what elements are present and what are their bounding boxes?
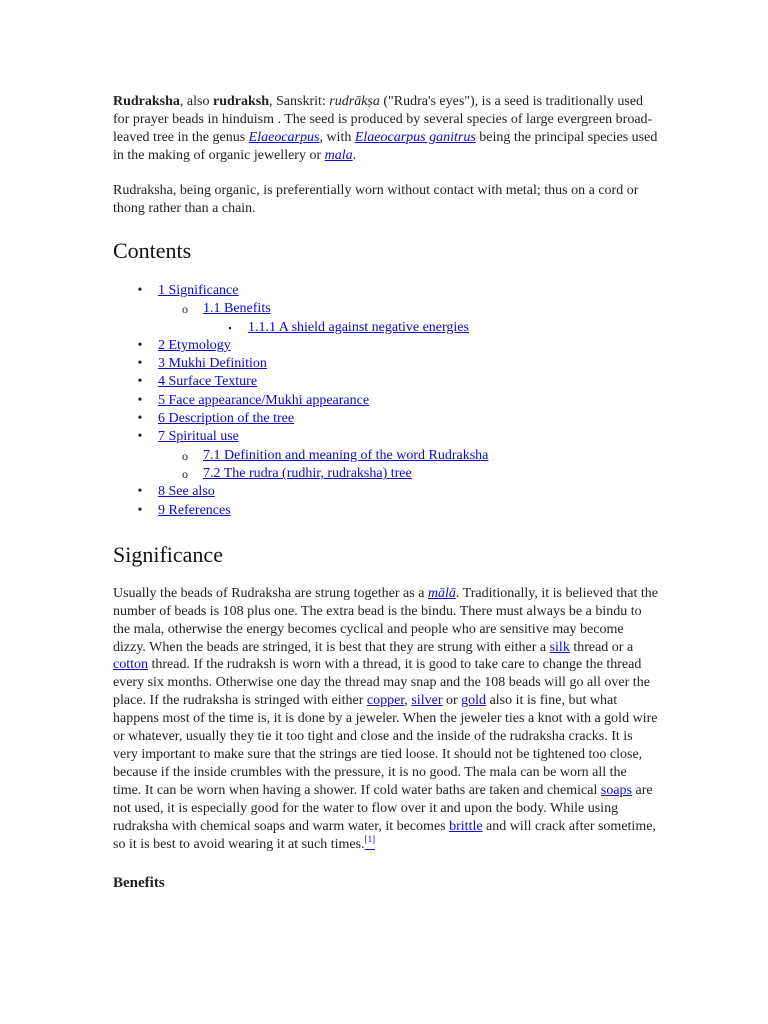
inline-link[interactable]: [1] — [364, 833, 376, 844]
text-run: being the principal species used in the making of organic jewellery or — [113, 130, 658, 163]
contents-heading: Contents — [113, 238, 192, 263]
toc-link[interactable]: 2 Etymology — [158, 337, 231, 353]
text-run: , — [404, 693, 412, 709]
toc-link[interactable]: 9 References — [158, 502, 231, 518]
toc-item — [113, 502, 658, 520]
toc-item — [158, 447, 658, 465]
toc-link[interactable]: 7 Spiritual use — [158, 429, 239, 445]
toc-link[interactable]: 1 Significance — [158, 283, 239, 298]
toc-item — [113, 355, 658, 373]
toc-item — [113, 428, 658, 483]
text-run: , with — [319, 130, 355, 145]
toc-link[interactable]: 7.2 The rudra (rudhir, rudraksha) tree — [203, 465, 412, 481]
intro-paragraph — [113, 93, 658, 165]
toc-item — [113, 483, 658, 501]
text-run: , Sanskrit: — [269, 94, 330, 109]
significance-heading: Significance — [113, 541, 223, 567]
bullet-icon: o — [182, 302, 188, 317]
inline-link[interactable]: silk — [549, 639, 570, 655]
toc-list-level-2 — [158, 300, 658, 337]
bullet-icon: • — [137, 429, 143, 445]
inline-link[interactable]: gold — [461, 693, 487, 709]
text-run: also it is fine, but what happens most of the time is, it is done by a jeweler. When the jeweler ties a knot with a gold wire or whatever, usually they tie it too tight and close and the inside of the rudraksha cracks. It is very important to make sure that the strings are tied loose. It should not be tightened too close, because if the inside crumbles with the pressure, it is no good. The mala can be worn all the time. It can be worn when having a shower. If cold water baths are taken and chemical — [113, 693, 658, 798]
toc-item — [113, 410, 658, 428]
text-run: , also — [179, 94, 213, 109]
toc-link[interactable]: 5 Face appearance/Mukhi appearance — [158, 392, 370, 408]
bullet-icon: ▪ — [228, 322, 232, 333]
text-run: are not used, it is especially good for the water to flow over it and upon the body. While using rudraksha with chemical soaps and warm water, it becomes — [113, 782, 653, 834]
toc-list-level-2 — [158, 447, 658, 484]
text-run: . — [352, 148, 357, 163]
text-run: and will crack after sometime, so it is best to avoid wearing it at such times. — [113, 818, 656, 852]
inline-link[interactable]: Elaeocarpus ganitrus — [354, 130, 476, 145]
bullet-icon: o — [182, 448, 188, 463]
bullet-icon: • — [137, 374, 143, 390]
toc-link[interactable]: 1.1 Benefits — [203, 301, 271, 317]
text-run: . Traditionally, it is believed that the number of beads is 108 plus one. The extra bead is the bindu. There must always be a bindu to the mala, otherwise the energy becomes cyclical and people who are sensitive may become dizzy. When the beads are stringed, it is best that they are strung with either a — [113, 585, 658, 655]
toc-link[interactable]: 7.1 Definition and meaning of the word Rudraksha — [203, 447, 489, 463]
bullet-icon: • — [137, 484, 143, 500]
inline-link[interactable]: silver — [411, 693, 443, 709]
toc-list-level-1 — [113, 282, 658, 520]
toc-link[interactable]: 8 See also — [158, 484, 215, 500]
toc-item — [113, 337, 658, 355]
table-of-contents — [113, 282, 658, 520]
toc-link[interactable]: 4 Surface Texture — [158, 374, 258, 390]
text-run: rudrākṣa — [329, 94, 380, 109]
text-run: rudraksh — [212, 94, 270, 109]
intro-paragraph-2: Rudraksha, being organic, is preferentially worn without contact with metal; thus on a cord or thong rather than a chain. — [113, 183, 639, 216]
toc-item — [113, 373, 658, 391]
text-run: Usually the beads of Rudraksha are strung together as a — [113, 585, 428, 601]
inline-link[interactable]: cotton — [113, 657, 148, 673]
inline-link[interactable]: brittle — [449, 818, 483, 834]
toc-item — [113, 282, 658, 337]
inline-link[interactable]: Elaeocarpus — [248, 130, 320, 145]
article-body — [113, 93, 658, 892]
bullet-icon: • — [137, 337, 143, 353]
significance-paragraph — [113, 585, 658, 854]
text-run: Rudraksha — [113, 94, 180, 109]
toc-item — [113, 392, 658, 410]
bullet-icon: o — [182, 466, 188, 481]
benefits-heading: Benefits — [113, 875, 165, 892]
bullet-icon: • — [137, 356, 143, 372]
toc-item — [158, 465, 658, 483]
toc-list-level-3 — [203, 319, 658, 337]
inline-link[interactable]: mālā — [427, 585, 456, 601]
inline-link[interactable]: copper — [366, 693, 405, 709]
toc-link[interactable]: 1.1.1 A shield against negative energies — [248, 319, 469, 335]
text-run: thread. If the rudraksh is worn with a thread, it is good to take care to change the thread every six months. Otherwise one day the thread may snap and the 108 beads will go all over the place. If the rudraksha is stringed with either — [113, 657, 650, 709]
bullet-icon: • — [137, 392, 143, 408]
inline-link[interactable]: soaps — [600, 782, 632, 798]
text-run: ("Rudra's eyes"), is a seed is traditionally used for prayer beads in hinduism . The seed is produced by several species of large evergreen broad-leaved tree in the genus — [113, 94, 653, 145]
toc-item — [203, 319, 658, 337]
text-run: thread or a — [569, 639, 634, 655]
text-run: or — [442, 693, 462, 709]
bullet-icon: • — [137, 502, 143, 518]
inline-link[interactable]: mala — [324, 148, 353, 163]
toc-link[interactable]: 3 Mukhi Definition — [158, 356, 267, 372]
bullet-icon: • — [137, 411, 143, 427]
bullet-icon: • — [137, 283, 143, 298]
toc-link[interactable]: 6 Description of the tree — [158, 411, 295, 427]
toc-item — [158, 300, 658, 337]
